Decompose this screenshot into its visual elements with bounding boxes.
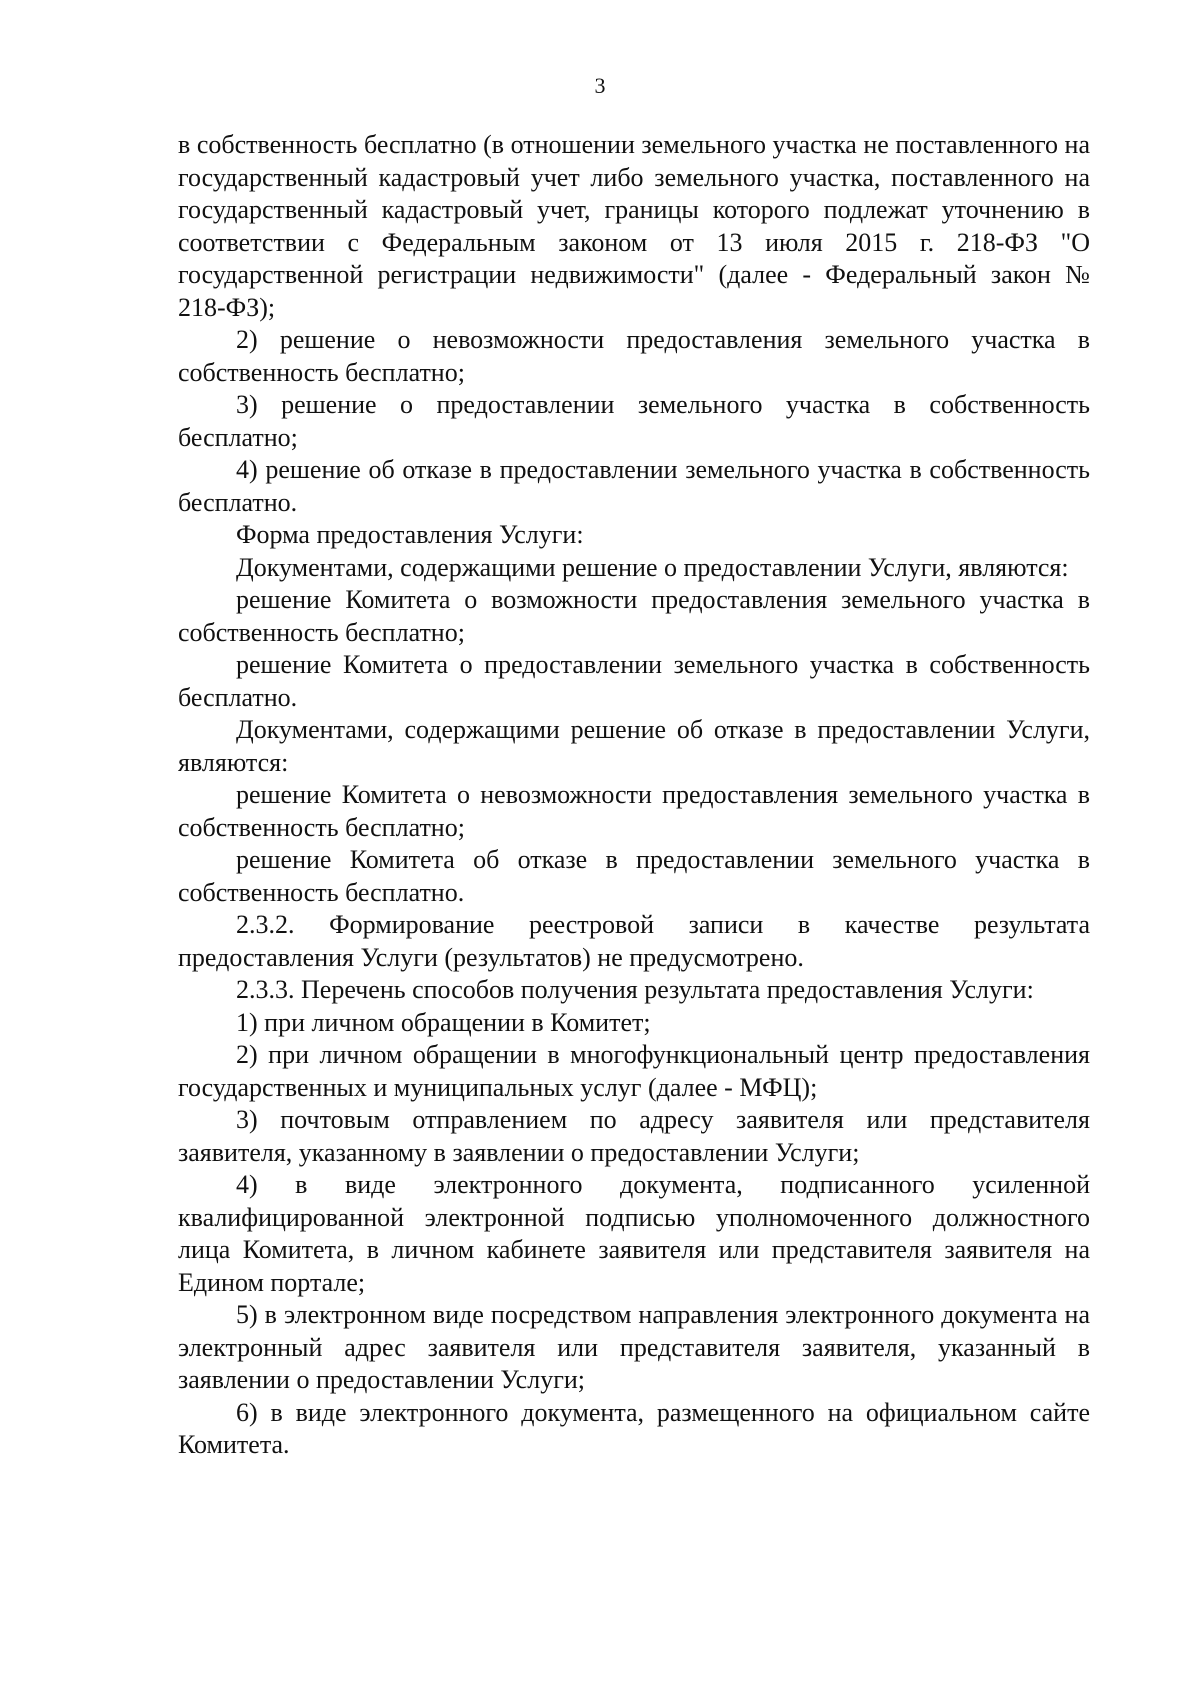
document-body — [178, 129, 1090, 1462]
paragraph-decision-impossibility: решение Комитета о невозможности предоставления земельного участка в собственность бесплатно; — [178, 780, 1090, 842]
paragraph-positive-docs: Документами, содержащими решение о предоставлении Услуги, являются: — [236, 552, 1069, 582]
paragraph-result-3: 3) решение о предоставлении земельного участка в собственность бесплатно; — [178, 390, 1090, 452]
list-item-1: 1) при личном обращении в Комитет; — [236, 1007, 651, 1037]
list-item-6: 6) в виде электронного документа, размещенного на официальном сайте Комитета. — [178, 1397, 1090, 1459]
page-number: 3 — [594, 73, 606, 98]
paragraph-continuation: в собственность бесплатно (в отношении земельного участка не поставленного на государственный кадастровый учет либо земельного участка, поставленного на государственный кадастровый учет, границы которого подлежат уточнению в соответствии с Федеральным законом от 13 июля 2015 г. 218-ФЗ "О государственной регистрации недвижимости" (далее - Федеральный закон № 218-ФЗ); — [178, 130, 1090, 322]
paragraph-decision-refusal: решение Комитета об отказе в предоставлении земельного участка в собственность бесплатно. — [178, 845, 1090, 907]
paragraph-section-2-3-3: 2.3.3. Перечень способов получения результата предоставления Услуги: — [236, 975, 1034, 1004]
paragraph-result-4: 4) решение об отказе в предоставлении земельного участка в собственность бесплатно. — [178, 455, 1090, 517]
list-item-5: 5) в электронном виде посредством направления электронного документа на электронный адрес заявителя или представителя заявителя, указанный в заявлении о предоставлении Услуги; — [178, 1300, 1090, 1394]
paragraph-result-2: 2) решение о невозможности предоставления земельного участка в собственность бесплатно; — [178, 325, 1090, 387]
paragraph-section-2-3-2: 2.3.2. Формирование реестровой записи в качестве результата предоставления Услуги (результатов) не предусмотрено. — [178, 910, 1090, 972]
paragraph-decision-possibility: решение Комитета о возможности предоставления земельного участка в собственность бесплатно; — [178, 585, 1090, 647]
list-item-4: 4) в виде электронного документа, подписанного усиленной квалифицированной электронной подписью уполномоченного должностного лица Комитета, в личном кабинете заявителя или представителя заявителя на Едином портале; — [178, 1170, 1090, 1297]
paragraph-decision-provision: решение Комитета о предоставлении земельного участка в собственность бесплатно. — [178, 650, 1090, 712]
paragraph-form-heading: Форма предоставления Услуги: — [236, 520, 584, 549]
list-item-2: 2) при личном обращении в многофункциональный центр предоставления государственных и муниципальных услуг (далее - МФЦ); — [178, 1040, 1090, 1102]
paragraph-negative-docs: Документами, содержащими решение об отказе в предоставлении Услуги, являются: — [178, 715, 1090, 777]
list-item-3: 3) почтовым отправлением по адресу заявителя или представителя заявителя, указанному в заявлении о предоставлении Услуги; — [178, 1105, 1090, 1167]
